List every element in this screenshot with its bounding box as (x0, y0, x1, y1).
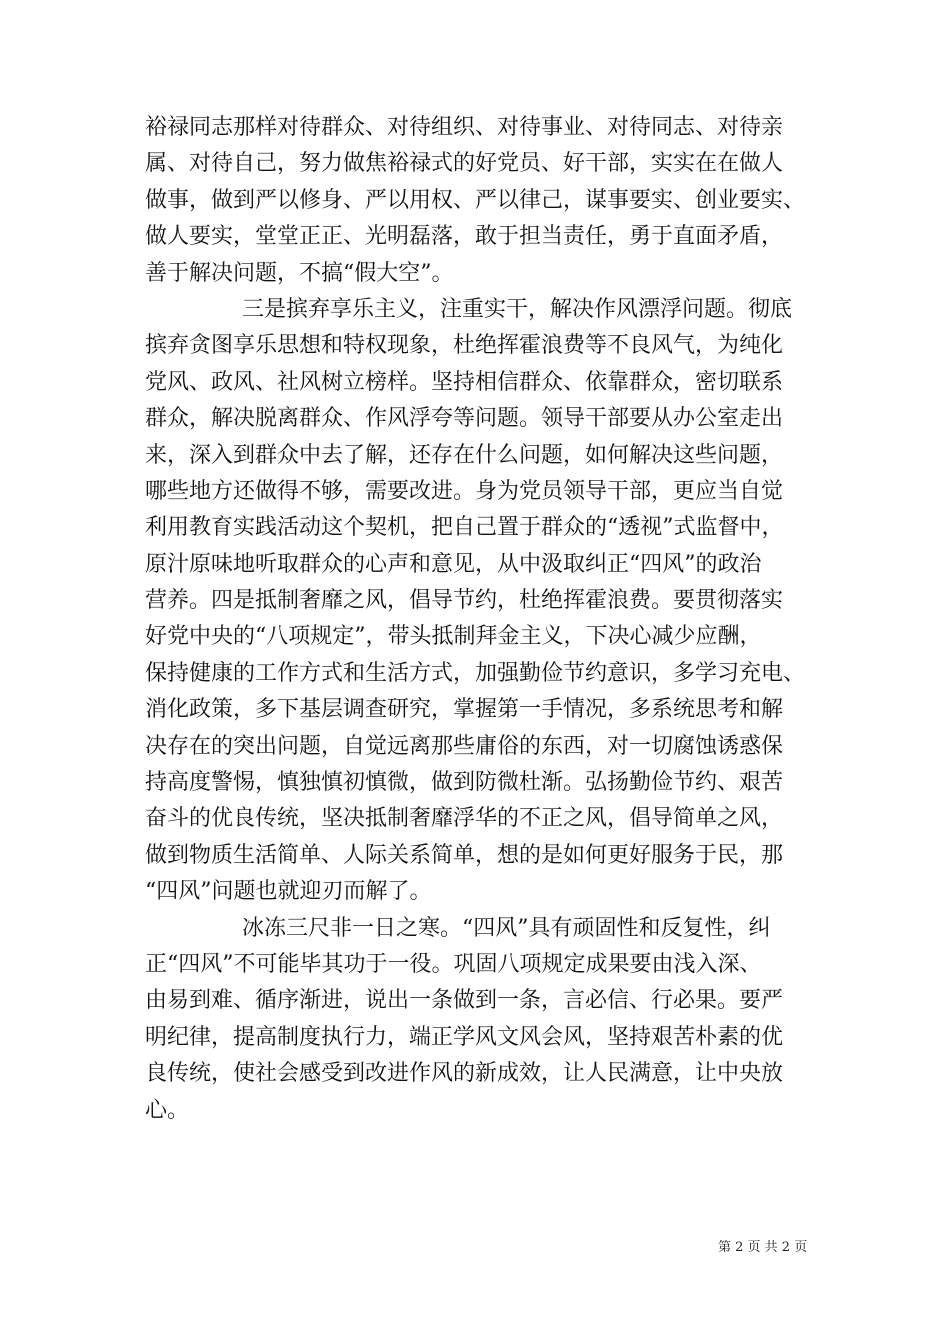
text-line: 做人要实，堂堂正正、光明磊落，敢于担当责任，勇于直面矛盾， (145, 224, 784, 250)
paragraph (145, 292, 815, 911)
text-line: 来，深入到群众中去了解，还存在什么问题，如何解决这些问题， (145, 442, 784, 468)
page-footer: 第 2 页 共 2 页 (718, 1240, 808, 1255)
text-line: 良传统，使社会感受到改进作风的新成效，让人民满意，让中央放 (145, 1061, 784, 1087)
text-line: 正“四风”不可能毕其功于一役。巩固八项规定成果要由浅入深、 (145, 951, 762, 977)
text-line: 保持健康的工作方式和生活方式，加强勤俭节约意识，多学习充电、 (145, 660, 806, 686)
text-line: 党风、政风、社风树立榜样。坚持相信群众、依靠群众，密切联系 (145, 369, 784, 395)
text-line: 心。 (145, 1097, 190, 1123)
text-line: 营养。四是抵制奢靡之风，倡导节约，杜绝挥霍浪费。要贯彻落实 (145, 588, 784, 614)
text-line: 哪些地方还做得不够，需要改进。身为党员领导干部，更应当自觉 (145, 478, 784, 504)
paragraph (145, 110, 815, 292)
text-line: 持高度警惕，慎独慎初慎微，做到防微杜渐。弘扬勤俭节约、艰苦 (145, 770, 784, 796)
text-line: 由易到难、循序渐进，说出一条做到一条，言必信、行必果。要严 (145, 988, 784, 1014)
text-line: 原汁原味地听取群众的心声和意见，从中汲取纠正“四风”的政治 (145, 551, 762, 577)
text-line: 摈弃贪图享乐思想和特权现象，杜绝挥霍浪费等不良风气，为纯化 (145, 333, 784, 359)
text-line: 三是摈弃享乐主义，注重实干，解决作风漂浮问题。彻底 (242, 296, 793, 322)
text-line: 做到物质生活简单、人际关系简单，想的是如何更好服务于民，那 (145, 842, 784, 868)
paragraph (145, 911, 815, 1129)
document-body (145, 110, 815, 1129)
text-line: 裕禄同志那样对待群众、对待组织、对待事业、对待同志、对待亲 (145, 115, 784, 140)
text-line: 冰冻三尺非一日之寒。“四风”具有顽固性和反复性，纠 (242, 915, 771, 941)
text-line: 明纪律，提高制度执行力，端正学风文风会风，坚持艰苦朴素的优 (145, 1024, 784, 1050)
text-line: 做事，做到严以修身、严以用权、严以律己，谋事要实、创业要实、 (145, 187, 806, 213)
text-line: 利用教育实践活动这个契机，把自己置于群众的“透视”式监督中， (145, 515, 784, 541)
text-line: 群众，解决脱离群众、作风浮夸等问题。领导干部要从办公室走出 (145, 406, 784, 432)
text-line: 决存在的突出问题，自觉远离那些庸俗的东西，对一切腐蚀诱惑保 (145, 733, 784, 759)
text-line: 好党中央的“八项规定”，带头抵制拜金主义，下决心减少应酬， (145, 624, 762, 650)
text-line: 消化政策，多下基层调查研究，掌握第一手情况，多系统思考和解 (145, 697, 784, 723)
text-line: “四风”问题也就迎刃而解了。 (145, 879, 432, 905)
text-line: 善于解决问题，不搞“假大空”。 (145, 260, 454, 286)
text-line: 奋斗的优良传统，坚决抵制奢靡浮华的不正之风，倡导简单之风， (145, 806, 784, 832)
text-line: 属、对待自己，努力做焦裕禄式的好党员、好干部，实实在在做人 (145, 151, 784, 177)
